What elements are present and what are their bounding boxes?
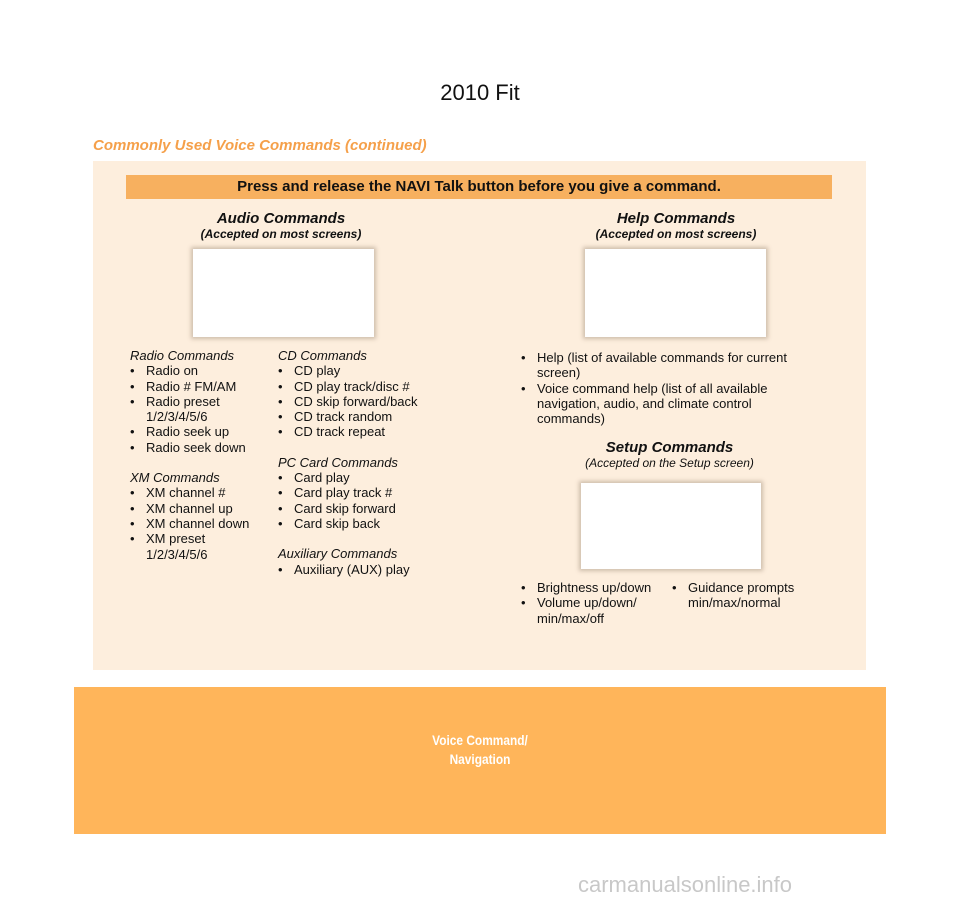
help-command-list bbox=[521, 350, 811, 426]
instruction-banner: Press and release the NAVI Talk button before you give a command. bbox=[126, 175, 832, 199]
setup-screen-image bbox=[581, 483, 761, 569]
list-item: • Voice command help (list of all available navigation, audio, and climate control commands) bbox=[521, 381, 811, 427]
list-item: • XM preset 1/2/3/4/5/6 bbox=[130, 531, 246, 562]
list-item: • CD skip forward/back bbox=[278, 394, 453, 409]
section-tab-line-1: Voice Command/ bbox=[432, 732, 528, 748]
setup-commands-subtitle: (Accepted on the Setup screen) bbox=[585, 456, 754, 470]
audio-commands-header bbox=[161, 210, 401, 241]
list-item: • Radio on bbox=[130, 363, 270, 378]
list-item: • Card skip back bbox=[278, 516, 453, 531]
list-item: • Card play track # bbox=[278, 485, 453, 500]
auxiliary-commands-heading: Auxiliary Commands bbox=[278, 546, 398, 562]
help-screen-image bbox=[585, 249, 766, 337]
pc-card-commands-heading: PC Card Commands bbox=[278, 454, 398, 470]
radio-xm-command-list bbox=[130, 348, 270, 562]
audio-commands-subtitle: (Accepted on most screens) bbox=[200, 227, 362, 241]
voice-commands-panel bbox=[93, 161, 866, 670]
list-item: • CD play track/disc # bbox=[278, 379, 453, 394]
watermark: carmanualsonline.info bbox=[578, 872, 793, 897]
list-item: • Guidance prompts min/max/normal bbox=[672, 580, 812, 611]
list-item: • Radio seek up bbox=[130, 424, 270, 439]
list-item: • Card skip forward bbox=[278, 501, 453, 516]
help-commands-subtitle: (Accepted on most screens) bbox=[595, 227, 757, 241]
list-item: • Help (list of available commands for current screen) bbox=[521, 350, 811, 381]
xm-commands-heading: XM Commands bbox=[130, 470, 220, 486]
list-item: • CD play bbox=[278, 363, 453, 378]
list-item: • Auxiliary (AUX) play bbox=[278, 562, 453, 577]
section-tab-label bbox=[135, 731, 825, 769]
list-item: • Brightness up/down bbox=[521, 580, 669, 595]
list-item: • Card play bbox=[278, 470, 453, 485]
list-item: • XM channel down bbox=[130, 516, 270, 531]
list-item: • XM channel up bbox=[130, 501, 270, 516]
list-item: • XM channel # bbox=[130, 485, 270, 500]
list-item: • CD track repeat bbox=[278, 424, 453, 439]
list-item: • Radio preset 1/2/3/4/5/6 bbox=[130, 394, 246, 425]
cd-commands-heading: CD Commands bbox=[278, 348, 367, 363]
audio-screen-image bbox=[193, 249, 374, 337]
audio-commands-title: Audio Commands bbox=[216, 210, 346, 227]
cd-card-aux-command-list bbox=[278, 348, 453, 577]
section-tab-line-2: Navigation bbox=[449, 751, 511, 767]
setup-commands-header bbox=[543, 439, 796, 470]
list-item: • CD track random bbox=[278, 409, 453, 424]
setup-command-list-right bbox=[672, 580, 812, 611]
help-commands-title: Help Commands bbox=[616, 210, 736, 227]
setup-command-list-left bbox=[521, 580, 669, 626]
list-item: • Radio seek down bbox=[130, 440, 270, 455]
section-tab bbox=[74, 687, 886, 834]
section-heading: Commonly Used Voice Commands (continued) bbox=[93, 137, 427, 154]
list-item: • Radio # FM/AM bbox=[130, 379, 270, 394]
list-item: • Volume up/down/ min/max/off bbox=[521, 595, 665, 626]
radio-commands-heading: Radio Commands bbox=[130, 348, 235, 363]
help-commands-header bbox=[556, 210, 796, 241]
setup-commands-title: Setup Commands bbox=[605, 439, 734, 456]
page-title: 2010 Fit bbox=[440, 80, 520, 105]
